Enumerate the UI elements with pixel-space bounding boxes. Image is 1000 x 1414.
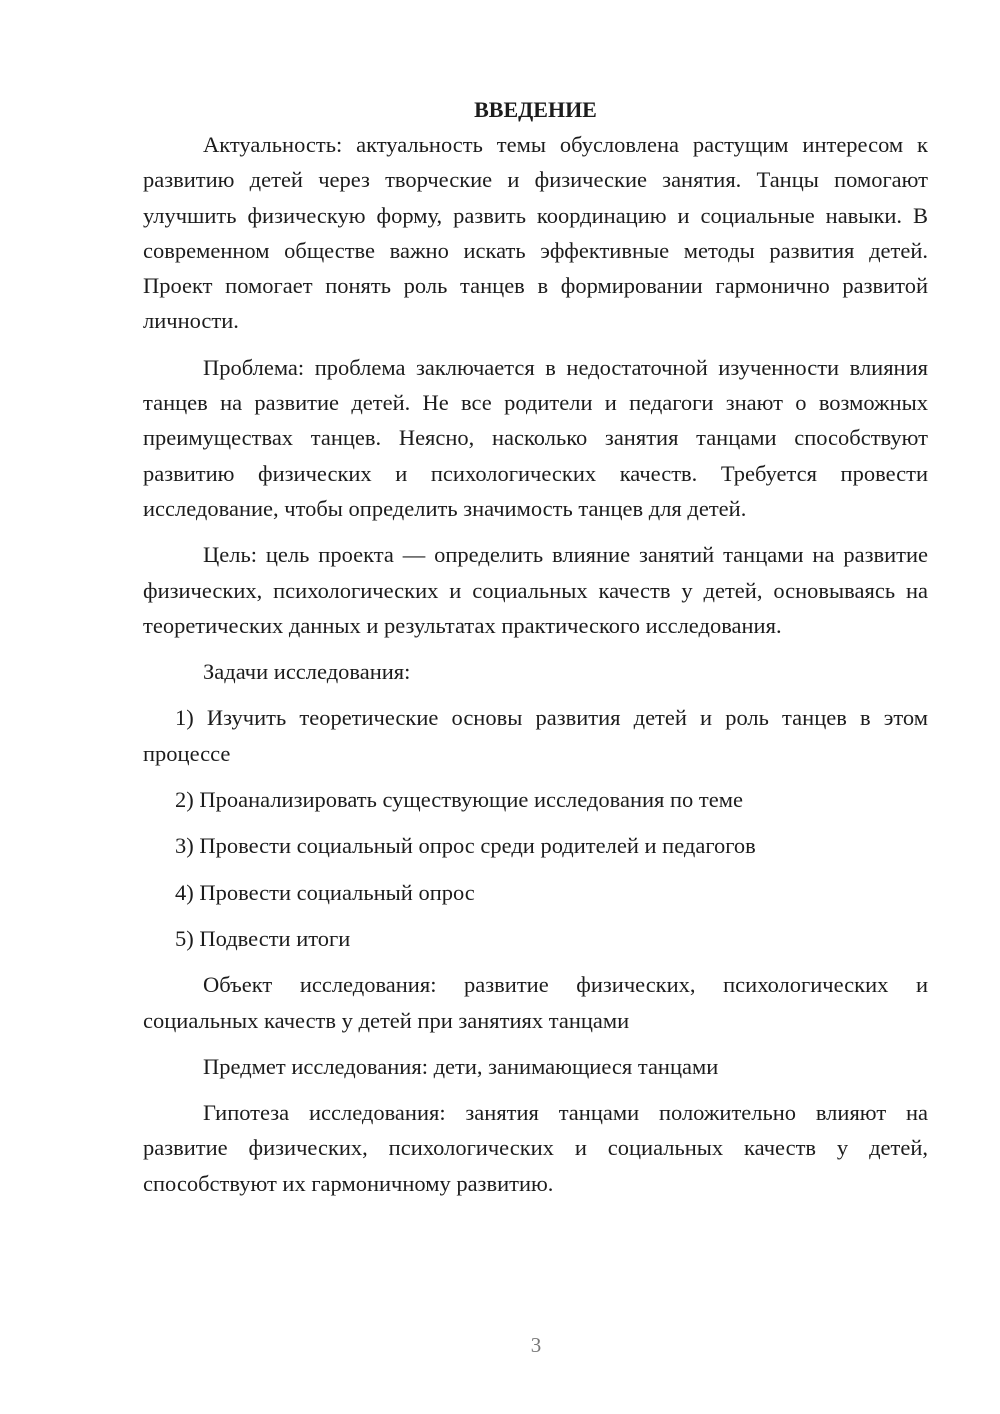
subject-paragraph: Предмет исследования: дети, занимающиеся танцами — [203, 1053, 719, 1079]
problem-paragraph: Проблема: проблема заключается в недостаточной изученности влияния танцев на развитие детей. Не все родители и педагоги знают о возможных преимуществах танцев. Неясно, насколько занятия танцами способствуют развитию физических и психологических качеств. Требуется провести исследование, чтобы определить значимость танцев для детей. — [143, 354, 928, 521]
goal-paragraph: Цель: цель проекта — определить влияние занятий танцами на развитие физических, психологических и социальных качеств у детей, основываясь на теоретических данных и результатах практического исследования. — [143, 542, 928, 638]
task-item: 3) Провести социальный опрос среди родителей и педагогов — [175, 833, 756, 859]
object-paragraph: Объект исследования: развитие физических, психологических и социальных качеств у детей при занятиях танцами — [143, 972, 928, 1033]
task-item: 1) Изучить теоретические основы развития детей и роль танцев в этом процессе — [143, 705, 928, 766]
task-item: 4) Провести социальный опрос — [175, 879, 475, 905]
page-number: 3 — [530, 1333, 542, 1357]
relevance-paragraph: Актуальность: актуальность темы обусловлена растущим интересом к развитию детей через творческие и физические занятия. Танцы помогают улучшить физическую форму, развить координацию и социальные навыки. В современном обществе важно искать эффективные методы развития детей. Проект помогает понять роль танцев в формировании гармонично развитой личности. — [143, 132, 928, 334]
tasks-title: Задачи исследования: — [203, 659, 411, 685]
hypothesis-paragraph: Гипотеза исследования: занятия танцами положительно влияют на развитие физических, психологических и социальных качеств у детей, способствуют их гармоничному развитию. — [143, 1100, 928, 1196]
page-title: ВВЕДЕНИЕ — [474, 97, 597, 122]
document-page — [143, 92, 928, 1212]
task-item: 2) Проанализировать существующие исследования по теме — [175, 787, 743, 813]
task-item: 5) Подвести итоги — [175, 925, 351, 951]
